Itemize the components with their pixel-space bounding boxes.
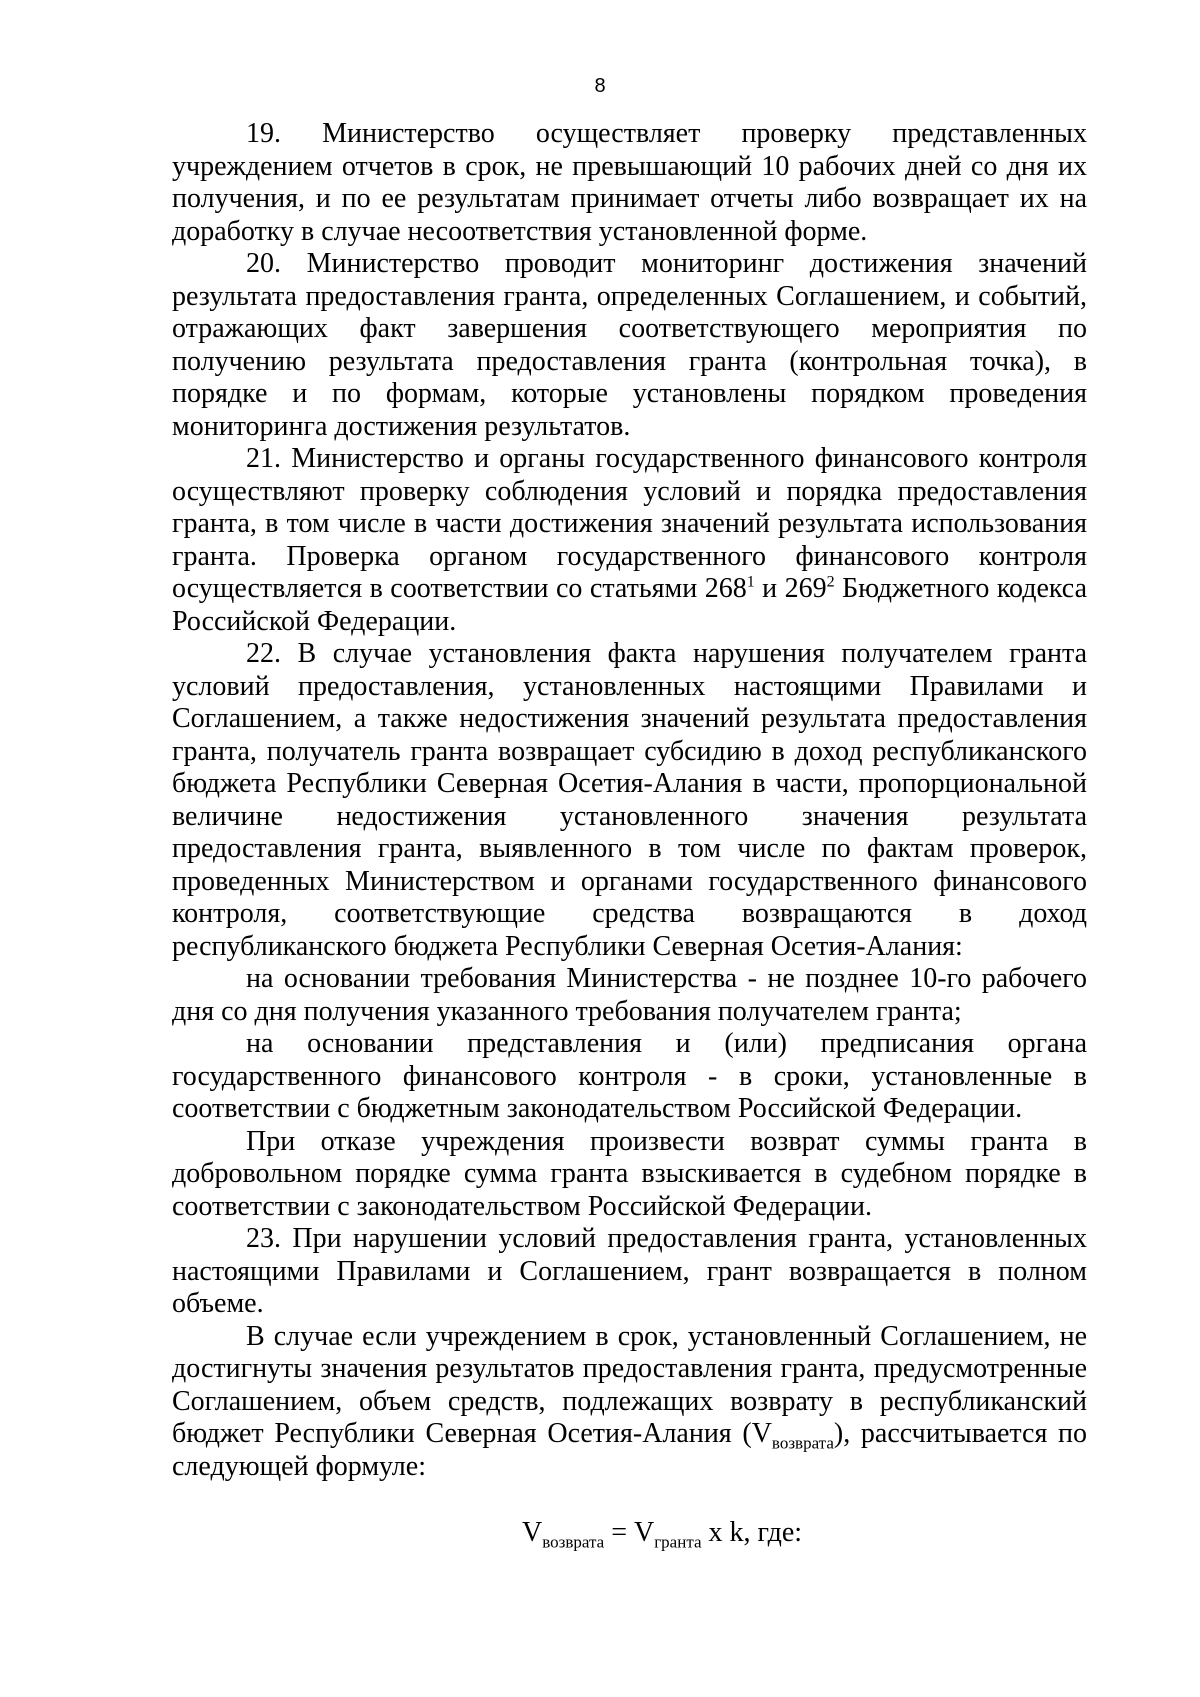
- paragraph-21: [172, 443, 1087, 638]
- paragraph-23-calculation: [172, 1321, 1087, 1484]
- paragraph-22-refusal: При отказе учреждения произвести возврат суммы гранта в добровольном порядке сумма гранта взыскивается в судебном порядке в соответствии с законодательством Российской Федерации.: [172, 1125, 1087, 1222]
- paragraph-19: 19. Министерство осуществляет проверку представленных учреждением отчетов в срок, не превышающий 10 рабочих дней со дня их получения, и по ее результатам принимает отчеты либо возвращает их на доработку в случае несоответствия установленной форме.: [172, 118, 1087, 247]
- formula-equals: = V: [604, 1517, 655, 1548]
- paragraph-23-calc-text: В случае если учреждением в срок, установленный Соглашением, не достигнуты значения результатов предоставления гранта, предусмотренные Соглашением, объем средств, подлежащих возврату в республиканский бюджет Республики Северная Осетия-Алания (V: [172, 1320, 1087, 1449]
- formula-tail: x k, где:: [701, 1517, 803, 1548]
- formula: [172, 1483, 1087, 1550]
- paragraph-23-calc-tail: ), рассчитывается по следующей формуле:: [172, 1418, 1087, 1482]
- formula-sub-granta: гранта: [654, 1532, 702, 1552]
- page-number: 8: [594, 75, 606, 97]
- superscript-1: 1: [746, 573, 755, 591]
- paragraph-21-text: 21. Министерство и органы государственного финансового контроля осуществляют проверку соблюдения условий и порядка предоставления гранта, в том числе в части достижения значений результата использования гранта. Проверка органом государственного финансового контроля осуществляется в соответствии со статьями 268: [172, 443, 1087, 604]
- paragraph-20: 20. Министерство проводит мониторинг достижения значений результата предоставления гранта, определенных Соглашением, и событий, отражающих факт завершения соответствующего мероприятия по получению результата предоставления гранта (контрольная точка), в порядке и по формам, которые установлены порядком проведения мониторинга достижения результатов.: [172, 248, 1087, 442]
- paragraph-22-item-1: на основании требования Министерства - не позднее 10-го рабочего дня со дня получения указанного требования получателем гранта;: [172, 963, 1087, 1027]
- formula-sub-vozvrata: возврата: [542, 1532, 605, 1552]
- document-body: [172, 118, 1087, 1550]
- paragraph-21-mid: и 269: [754, 573, 827, 604]
- subscript-vozvrata: возврата: [771, 1433, 834, 1453]
- paragraph-21-tail: Бюджетного кодекса Российской Федерации.: [172, 573, 1088, 637]
- superscript-2: 2: [826, 573, 835, 591]
- formula-v1: V: [522, 1517, 543, 1548]
- paragraph-22: 22. В случае установления факта нарушения получателем гранта условий предоставления, установленных настоящими Правилами и Соглашением, а также недостижения значений результата предоставления гранта, получатель гранта возвращает субсидию в доход республиканского бюджета Республики Северная Осетия-Алания в части, пропорциональной величине недостижения установленного значения результата предоставления гранта, выявленного в том числе по фактам проверок, проведенных Министерством и органами государственного финансового контроля, соответствующие средства возвращаются в доход республиканского бюджета Республики Северная Осетия-Алания:: [172, 638, 1087, 962]
- paragraph-23: 23. При нарушении условий предоставления гранта, установленных настоящими Правилами и Соглашением, грант возвращается в полном объеме.: [172, 1223, 1087, 1319]
- paragraph-22-item-2: на основании представления и (или) предписания органа государственного финансового контроля - в сроки, установленные в соответствии с бюджетным законодательством Российской Федерации.: [172, 1028, 1087, 1124]
